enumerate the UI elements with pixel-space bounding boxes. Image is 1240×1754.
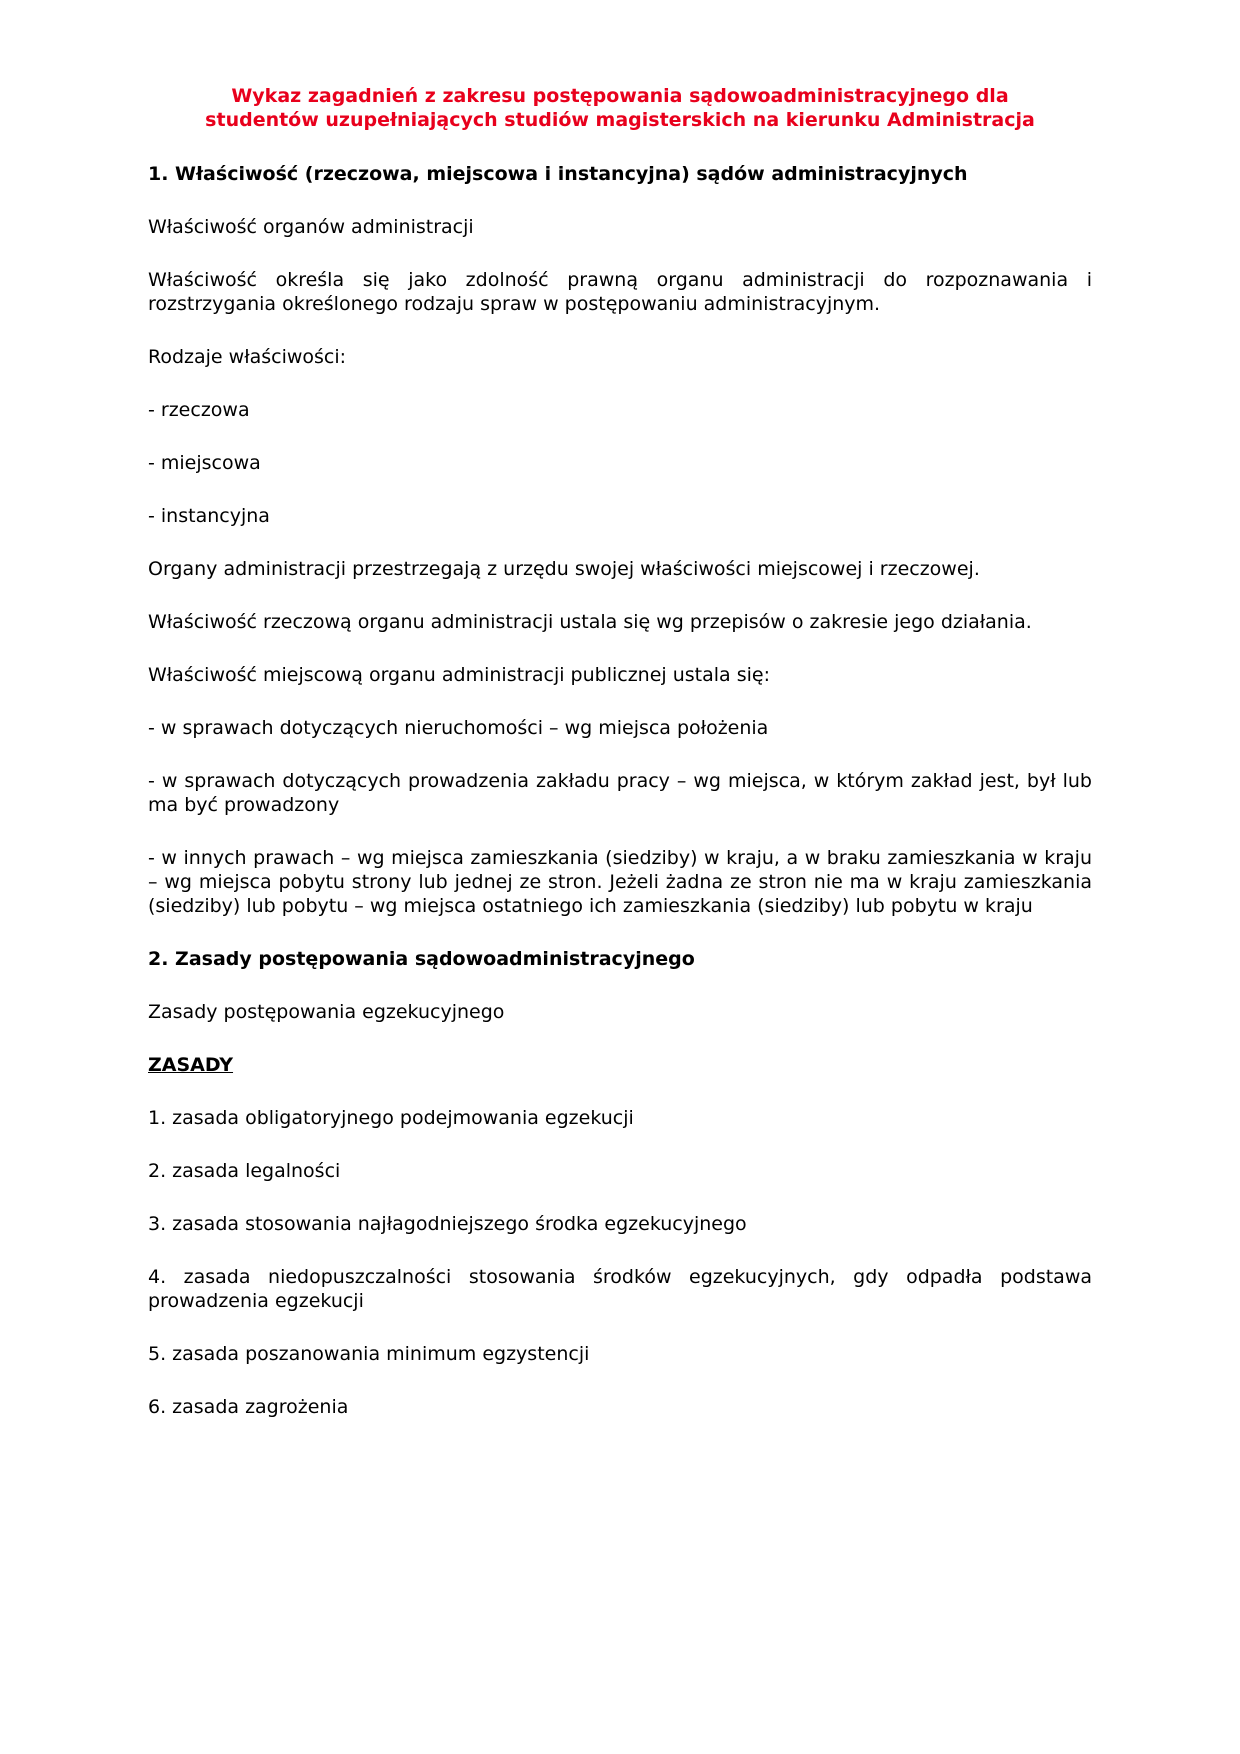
list-item: 6. zasada zagrożenia bbox=[148, 1396, 349, 1418]
section-1-subtitle: Właściwość organów administracji bbox=[148, 216, 474, 238]
section-1-heading: 1. Właściwość (rzeczowa, miejscowa i instancyjna) sądów administracyjnych bbox=[148, 163, 968, 185]
list-item: - w innych prawach – wg miejsca zamieszkania (siedziby) w kraju, a w braku zamieszkania w kraju – wg miejsca pobytu strony lub jednej ze stron. Jeżeli żadna ze stron nie ma w kraju zamieszkania (siedziby) lub pobytu – wg miejsca ostatniego ich zamieszkania (siedziby) lub pobytu w kraju bbox=[148, 847, 1092, 917]
section-2-intro: Zasady postępowania egzekucyjnego bbox=[148, 1001, 505, 1023]
list-item: 2. zasada legalności bbox=[148, 1160, 341, 1182]
list-item: - w sprawach dotyczących nieruchomości – wg miejsca położenia bbox=[148, 717, 769, 739]
list-item: 1. zasada obligatoryjnego podejmowania egzekucji bbox=[148, 1107, 634, 1129]
paragraph: Organy administracji przestrzegają z urzędu swojej właściwości miejscowej i rzeczowej. bbox=[148, 558, 980, 580]
paragraph: Właściwość rzeczową organu administracji ustala się wg przepisów o zakresie jego działania. bbox=[148, 611, 1032, 633]
types-label: Rodzaje właściwości: bbox=[148, 346, 347, 368]
list-item: 5. zasada poszanowania minimum egzystencji bbox=[148, 1343, 590, 1365]
list-item: 4. zasada niedopuszczalności stosowania środków egzekucyjnych, gdy odpadła podstawa prowadzenia egzekucji bbox=[148, 1266, 1092, 1312]
list-item: - w sprawach dotyczących prowadzenia zakładu pracy – wg miejsca, w którym zakład jest, był lub ma być prowadzony bbox=[148, 770, 1092, 816]
list-item: - rzeczowa bbox=[148, 399, 250, 421]
document-title-line-2: studentów uzupełniających studiów magisterskich na kierunku Administracja bbox=[205, 109, 1035, 131]
paragraph: Właściwość miejscową organu administracji publicznej ustala się: bbox=[148, 664, 770, 686]
section-2-heading: 2. Zasady postępowania sądowoadministracyjnego bbox=[148, 948, 695, 970]
document-title bbox=[148, 84, 1092, 132]
document-title-line-1: Wykaz zagadnień z zakresu postępowania sądowoadministracyjnego dla bbox=[231, 85, 1009, 107]
definition-paragraph: Właściwość określa się jako zdolność prawną organu administracji do rozpoznawania i rozstrzygania określonego rodzaju spraw w postępowaniu administracyjnym. bbox=[148, 269, 1092, 315]
document-page bbox=[148, 84, 1092, 1448]
list-item: - instancyjna bbox=[148, 505, 270, 527]
principles-subheading: ZASADY bbox=[148, 1054, 234, 1076]
list-item: - miejscowa bbox=[148, 452, 261, 474]
list-item: 3. zasada stosowania najłagodniejszego środka egzekucyjnego bbox=[148, 1213, 747, 1235]
